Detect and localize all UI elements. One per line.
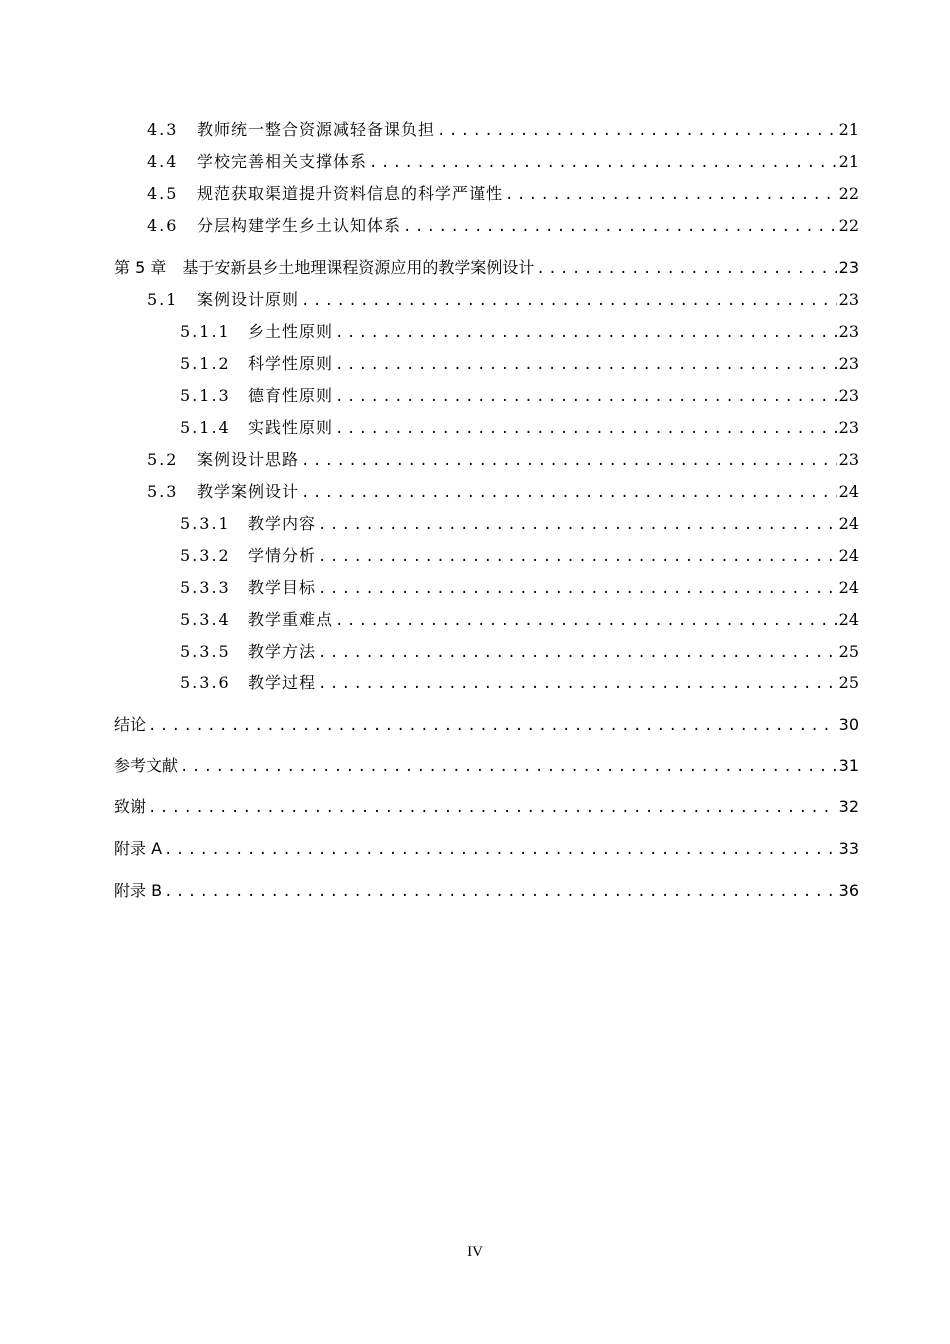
toc-entry-appendix-a[interactable] (114, 837, 859, 861)
page-number: 23 (838, 354, 859, 373)
toc-entry-5-3-3[interactable] (180, 576, 859, 600)
chapter-title: 结论 (114, 715, 147, 734)
section-number: 5.3.6 (180, 673, 231, 692)
page-number: 24 (838, 610, 859, 629)
toc-entry-4-5[interactable] (147, 182, 859, 206)
section-number: 5.3.4 (180, 610, 231, 629)
dot-leader (318, 545, 837, 569)
toc-entry-references[interactable] (114, 754, 859, 778)
page-footer-number: IV (467, 1244, 483, 1260)
page-number: 23 (838, 450, 859, 469)
page-number: 24 (838, 578, 859, 597)
page-number: 24 (838, 546, 859, 565)
section-title: 乡土性原则 (248, 322, 334, 341)
chapter-title: 参考文献 (114, 756, 179, 775)
dot-leader (318, 577, 837, 601)
dot-leader (301, 481, 837, 505)
section-title: 教学案例设计 (197, 482, 300, 501)
section-title: 教学内容 (248, 514, 317, 533)
dot-leader (148, 796, 837, 820)
page-number: 32 (838, 797, 859, 816)
page-number: 22 (838, 216, 859, 235)
toc-entry-4-3[interactable] (147, 118, 859, 142)
page-number: 30 (838, 715, 859, 734)
section-title: 教学目标 (248, 578, 317, 597)
section-number: 5.1.1 (180, 322, 231, 341)
page-number: 23 (838, 418, 859, 437)
dot-leader (505, 183, 837, 207)
section-number: 5.1.2 (180, 354, 231, 373)
toc-entry-5-3-5[interactable] (180, 640, 859, 664)
toc-entry-5-3-2[interactable] (180, 544, 859, 568)
section-number: 5.3.3 (180, 578, 231, 597)
toc-entry-4-6[interactable] (147, 214, 859, 238)
page-number: 24 (838, 514, 859, 533)
dot-leader (437, 119, 837, 143)
toc-entry-appendix-b[interactable] (114, 879, 859, 903)
toc-entry-acknowledgements[interactable] (114, 795, 859, 819)
page-number: 23 (838, 386, 859, 405)
toc-entry-conclusion[interactable] (114, 713, 859, 737)
page-number: 36 (838, 881, 859, 900)
chapter-title: 附录 B (114, 881, 163, 900)
section-number: 5.1.4 (180, 418, 231, 437)
toc-entry-5-1-1[interactable] (180, 320, 859, 344)
toc-entry-5-1[interactable] (147, 288, 859, 312)
toc-entry-5-1-2[interactable] (180, 352, 859, 376)
dot-leader (369, 151, 837, 175)
page-number: 21 (838, 152, 859, 171)
section-title: 教学方法 (248, 642, 317, 661)
section-title: 教师统一整合资源减轻备课负担 (197, 120, 436, 139)
section-title: 科学性原则 (248, 354, 334, 373)
section-title: 案例设计思路 (197, 450, 300, 469)
page-number: 21 (838, 120, 859, 139)
page-number: 22 (838, 184, 859, 203)
toc-entry-5-3-4[interactable] (180, 608, 859, 632)
section-number: 5.3.1 (180, 514, 231, 533)
toc-entry-5-1-4[interactable] (180, 416, 859, 440)
toc-entry-5-1-3[interactable] (180, 384, 859, 408)
section-title: 规范获取渠道提升资料信息的科学严谨性 (197, 184, 504, 203)
page-number: 23 (838, 258, 859, 277)
section-title: 分层构建学生乡土认知体系 (197, 216, 402, 235)
toc-entry-5-3[interactable] (147, 480, 859, 504)
section-number: 4.3 (147, 120, 179, 139)
section-title: 案例设计原则 (197, 290, 300, 309)
page-number: 31 (838, 756, 859, 775)
section-number: 5.1 (147, 290, 179, 309)
section-number: 4.6 (147, 216, 179, 235)
dot-leader (164, 880, 837, 904)
section-title: 教学过程 (248, 673, 317, 692)
section-title: 德育性原则 (248, 386, 334, 405)
toc-entry-5-2[interactable] (147, 448, 859, 472)
dot-leader (301, 449, 837, 473)
page-number: 33 (838, 839, 859, 858)
chapter-title: 附录 A (114, 839, 163, 858)
dot-leader (335, 417, 837, 441)
page-number: 25 (838, 642, 859, 661)
toc-entry-chapter-5[interactable] (114, 256, 859, 280)
page-number: 25 (838, 673, 859, 692)
section-title: 学校完善相关支撑体系 (197, 152, 368, 171)
dot-leader (164, 838, 837, 862)
section-title: 实践性原则 (248, 418, 334, 437)
dot-leader (335, 353, 837, 377)
dot-leader (335, 609, 837, 633)
dot-leader (301, 289, 837, 313)
dot-leader (335, 321, 837, 345)
dot-leader (148, 714, 837, 738)
section-number: 5.3.5 (180, 642, 231, 661)
page-number: 23 (838, 290, 859, 309)
dot-leader (335, 385, 837, 409)
section-title: 教学重难点 (248, 610, 334, 629)
dot-leader (318, 513, 837, 537)
chapter-title: 致谢 (114, 797, 147, 816)
dot-leader (180, 755, 837, 779)
dot-leader (536, 257, 836, 281)
section-number: 5.3 (147, 482, 179, 501)
section-number: 4.4 (147, 152, 179, 171)
section-title: 学情分析 (248, 546, 317, 565)
section-number: 5.3.2 (180, 546, 231, 565)
section-number: 4.5 (147, 184, 179, 203)
toc-entry-5-3-1[interactable] (180, 512, 859, 536)
section-number: 5.2 (147, 450, 179, 469)
dot-leader (318, 641, 837, 665)
page-number: 24 (838, 482, 859, 501)
dot-leader (318, 672, 837, 696)
toc-entry-4-4[interactable] (147, 150, 859, 174)
toc-entry-5-3-6[interactable] (180, 671, 859, 695)
section-number: 5.1.3 (180, 386, 231, 405)
chapter-title: 第 5 章 基于安新县乡土地理课程资源应用的教学案例设计 (114, 258, 535, 277)
page-number: 23 (838, 322, 859, 341)
dot-leader (403, 215, 837, 239)
